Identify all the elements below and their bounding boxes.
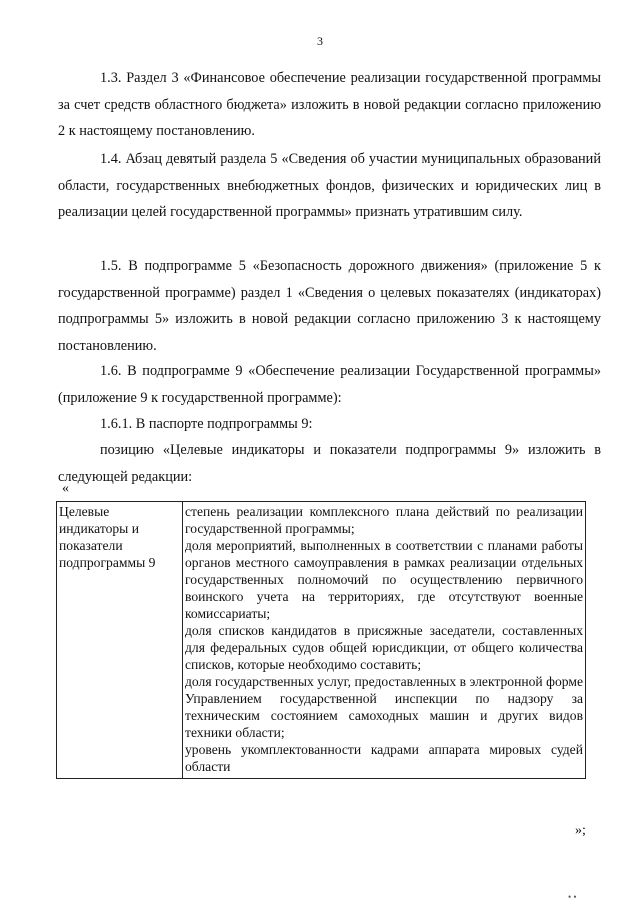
closing-quote: »;	[575, 823, 586, 838]
indicator-item: доля мероприятий, выполненных в соответствии с планами работы органов местного самоуправления в рамках реализации отдельных государственных полномочий по осуществлению первичного воинского учета на территориях, где отсутствуют военные комиссариаты;	[185, 538, 583, 621]
paragraph-1-6: 1.6. В подпрограмме 9 «Обеспечение реализации Государственной программы» (приложение 9 к государственной программе):	[58, 363, 601, 406]
paragraph-1-5: 1.5. В подпрограмме 5 «Безопасность дорожного движения» (приложение 5 к государственной программе) раздел 1 «Сведения о целевых показателях (индикаторах) подпрограммы 5» изложить в новой редакции согласно приложению 3 к настоящему постановлению.	[58, 258, 601, 354]
opening-quote: «	[62, 481, 69, 496]
indicators-table	[56, 501, 586, 779]
page-number: 3	[317, 34, 323, 48]
indicator-item: доля списков кандидатов в присяжные заседатели, составленных для федеральных судов общей юрисдикции, от общего количества списков, которые необходимо составить;	[185, 623, 583, 672]
table-row	[57, 502, 586, 779]
paragraph-1-3: 1.3. Раздел 3 «Финансовое обеспечение реализации государственной программы за счет средств областного бюджета» изложить в новой редакции согласно приложению 2 к настоящему постановлению.	[58, 70, 601, 139]
paragraph-1-6-1: 1.6.1. В паспорте подпрограммы 9:	[100, 416, 313, 432]
indicators-value-cell	[183, 502, 586, 779]
indicators-label-cell: Целевые индикаторы и показатели подпрограммы 9	[57, 502, 183, 779]
indicator-item: уровень укомплектованности кадрами аппарата мировых судей области	[185, 742, 583, 774]
footer-marks: • •	[568, 892, 577, 902]
paragraph-1-4: 1.4. Абзац девятый раздела 5 «Сведения об участии муниципальных образований области, государственных внебюджетных фондов, физических и юридических лиц в реализации целей государственной программы» признать утратившим силу.	[58, 151, 601, 220]
indicator-item: степень реализации комплексного плана действий по реализации государственной программы;	[185, 504, 583, 536]
paragraph-position: позицию «Целевые индикаторы и показатели подпрограммы 9» изложить в следующей редакции:	[58, 442, 601, 485]
indicator-item: доля государственных услуг, предоставленных в электронной форме Управлением государственной инспекции по надзору за техническим состоянием самоходных машин и других видов техники области;	[185, 674, 583, 740]
